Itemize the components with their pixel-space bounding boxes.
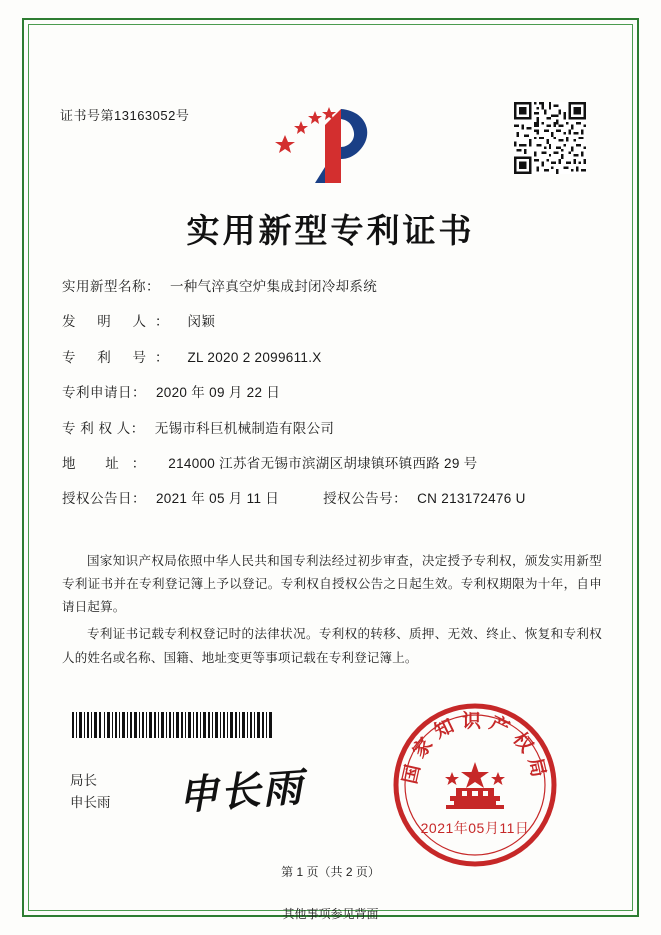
- field-row-inventor: [62, 313, 602, 332]
- field-row-address: [62, 455, 602, 474]
- field-value-patentee: 无锡市科巨机械制造有限公司: [154, 420, 335, 436]
- field-value-address: 214000 江苏省无锡市滨湖区胡埭镇环镇西路 29 号: [168, 455, 478, 471]
- field-label-grant-number: 授权公告号：: [323, 491, 408, 507]
- field-value-inventor: 闵颖: [187, 314, 216, 330]
- field-value-patent-number: ZL 2020 2 2099611.X: [187, 349, 322, 365]
- handwritten-signature: 申长雨: [176, 763, 306, 820]
- page-title: 实用新型专利证书: [186, 211, 475, 250]
- official-seal: [390, 700, 560, 870]
- legal-paragraph-2: 专利证书记载专利权登记时的法律状况。专利权的转移、质押、无效、终止、恢复和专利权人的姓名或名称、国籍、地址变更等事项记载在专利登记簿上。: [62, 627, 602, 665]
- signature-labels: [70, 770, 111, 813]
- field-row-grant: [62, 490, 602, 509]
- barcode-icon: [72, 712, 272, 738]
- back-side-note: 其他事项参见背面: [282, 907, 379, 921]
- corner-ornament-top-right: [613, 18, 639, 44]
- signature-name-label: 申长雨: [70, 794, 111, 810]
- field-value-name: 一种气淬真空炉集成封闭冷却系统: [170, 279, 377, 294]
- field-row-application-date: [62, 384, 602, 403]
- field-label-address: 地 址：: [62, 455, 159, 471]
- certificate-fields: [62, 278, 602, 526]
- field-value-grant-number: CN 213172476 U: [417, 491, 526, 507]
- legal-text-block: [62, 550, 602, 674]
- field-row-patentee: [62, 420, 602, 439]
- field-label-application-date: 专利申请日：: [62, 385, 146, 401]
- field-label-grant-date: 授权公告日：: [62, 491, 146, 507]
- field-value-grant-date: 2021 年 05 月 11 日: [156, 491, 280, 507]
- certificate-number: 证书号第13163052号: [60, 108, 190, 123]
- field-label-inventor: 发 明 人：: [62, 314, 178, 330]
- page-indicator: 第 1 页（共 2 页）: [281, 865, 380, 879]
- cnipa-logo-icon: [263, 95, 383, 185]
- field-label-name: 实用新型名称：: [62, 279, 160, 294]
- seal-date: 2021年05月11日: [420, 820, 530, 836]
- seal-circular-text: 国家知识产权局: [398, 710, 552, 787]
- qr-code-icon: [514, 102, 586, 174]
- legal-paragraph-1: 国家知识产权局依照中华人民共和国专利法经过初步审查，决定授予专利权，颁发实用新型专利证书并在专利登记簿上予以登记。专利权自授权公告之日起生效。专利权期限为十年，自申请日起算。: [62, 554, 602, 615]
- field-value-application-date: 2020 年 09 月 22 日: [156, 385, 281, 401]
- field-label-patent-number: 专 利 号：: [62, 349, 178, 365]
- field-row-name: [62, 278, 602, 297]
- signature-office-label: 局长: [70, 773, 97, 788]
- field-label-patentee: 专 利 权 人：: [62, 420, 145, 436]
- corner-ornament-top-left: [22, 18, 48, 44]
- field-row-patent-number: [62, 349, 602, 368]
